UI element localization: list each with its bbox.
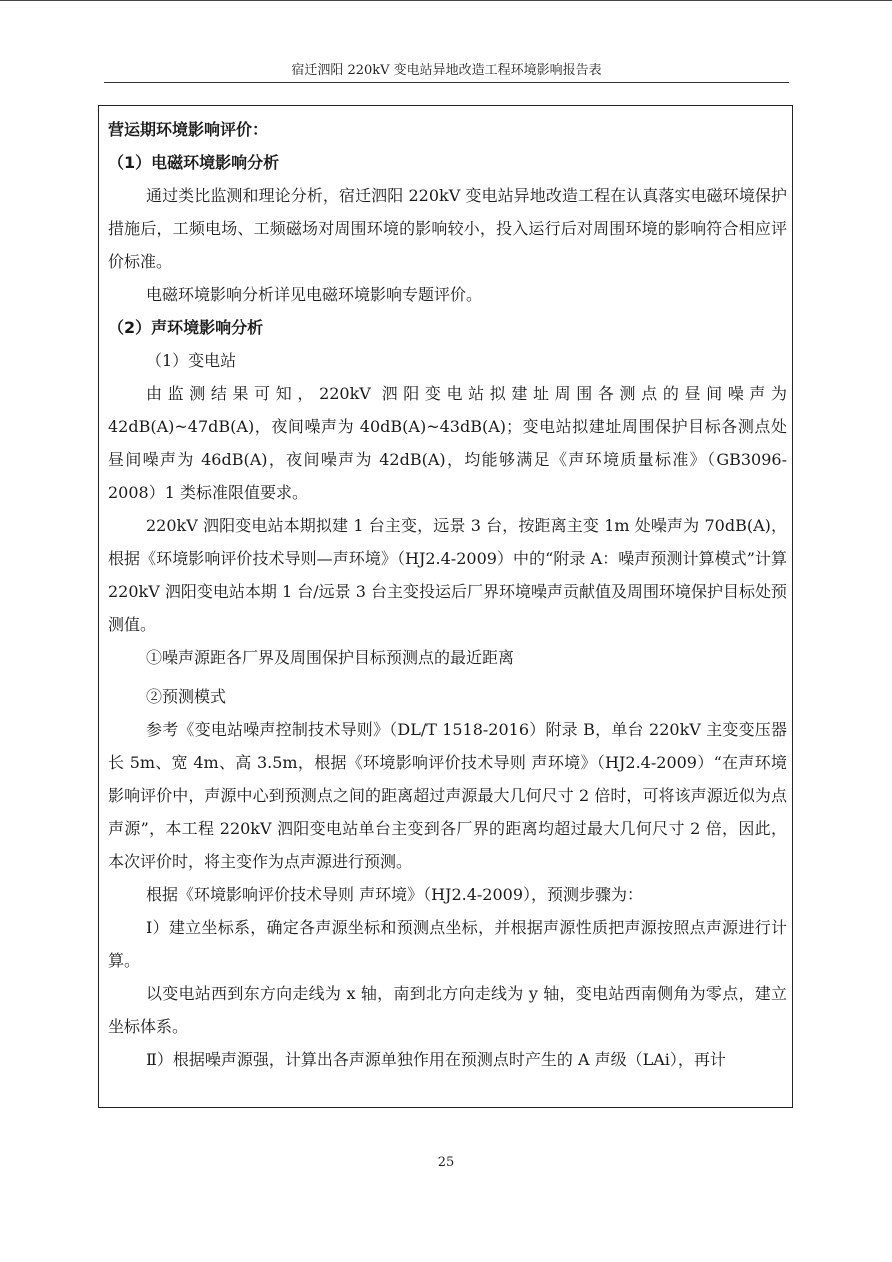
content-frame	[98, 105, 793, 1108]
page-header-title: 宿迁泗阳 220kV 变电站异地改造工程环境影响报告表	[291, 63, 602, 78]
section-title: 营运期环境影响评价：	[108, 120, 269, 139]
paragraph-em-reference: 电磁环境影响分析详见电磁环境影响专题评价。	[146, 285, 483, 304]
page-number: 25	[437, 1155, 455, 1170]
list-item-model: ②预测模式	[146, 687, 227, 706]
paragraph-steps-intro: 根据《环境影响评价技术导则 声环境》（HJ2.4-2009），预测步骤为：	[146, 885, 644, 904]
paragraph-step-1: Ⅰ）建立坐标系，确定各声源坐标和预测点坐标，并根据声源性质把声源按照点声源进行计算。	[108, 918, 787, 970]
subsection-title-noise: （2）声环境影响分析	[108, 318, 264, 337]
paragraph-prediction-basis: 220kV 泗阳变电站本期拟建 1 台主变，远景 3 台，按距离主变 1m 处噪声为 70dB(A)，根据《环境影响评价技术导则—声环境》（HJ2.4-2009）中的“附录 A：噪声预测计算模式”计算 220kV 泗阳变电站本期 1 台/远景 3 台主变投运后厂界环境噪声贡献值及周围环境保护目标处预测值。	[108, 516, 787, 634]
sub-heading-substation: （1）变电站	[146, 351, 237, 370]
paragraph-coordinate-system: 以变电站西到东方向走线为 x 轴，南到北方向走线为 y 轴，变电站西南侧角为零点，建立坐标体系。	[108, 984, 787, 1036]
top-border-line	[0, 0, 892, 1]
paragraph-em-analysis: 通过类比监测和理论分析，宿迁泗阳 220kV 变电站异地改造工程在认真落实电磁环境保护措施后，工频电场、工频磁场对周围环境的影响较小，投入运行后对周围环境的影响符合相应评价标准。	[108, 186, 787, 271]
paragraph-step-2: Ⅱ）根据噪声源强，计算出各声源单独作用在预测点时产生的 A 声级（LAi），再计	[146, 1050, 726, 1069]
list-item-distance: ①噪声源距各厂界及周围保护目标预测点的最近距离	[146, 648, 515, 667]
paragraph-monitoring: 由监测结果可知，220kV 泗阳变电站拟建址周围各测点的昼间噪声为 42dB(A)~47dB(A)，夜间噪声为 40dB(A)~43dB(A)；变电站拟建址周围保护目标各测点处昼间噪声为 46dB(A)，夜间噪声为 42dB(A)，均能够满足《声环境质量标准》（GB3096-2008）1 类标准限值要求。	[108, 384, 787, 502]
header-rule	[104, 82, 789, 83]
subsection-title-em: （1）电磁环境影响分析	[108, 153, 280, 172]
content-body	[108, 113, 787, 1076]
paragraph-point-source: 参考《变电站噪声控制技术导则》（DL/T 1518-2016）附录 B，单台 220kV 主变变压器长 5m、宽 4m、高 3.5m，根据《环境影响评价技术导则 声环境》（HJ2.4-2009）“在声环境影响评价中，声源中心到预测点之间的距离超过声源最大几何尺寸 2 倍时，可将该声源近似为点声源”，本工程 220kV 泗阳变电站单台主变到各厂界的距离均超过最大几何尺寸 2 倍，因此，本次评价时，将主变作为点声源进行预测。	[108, 720, 787, 871]
